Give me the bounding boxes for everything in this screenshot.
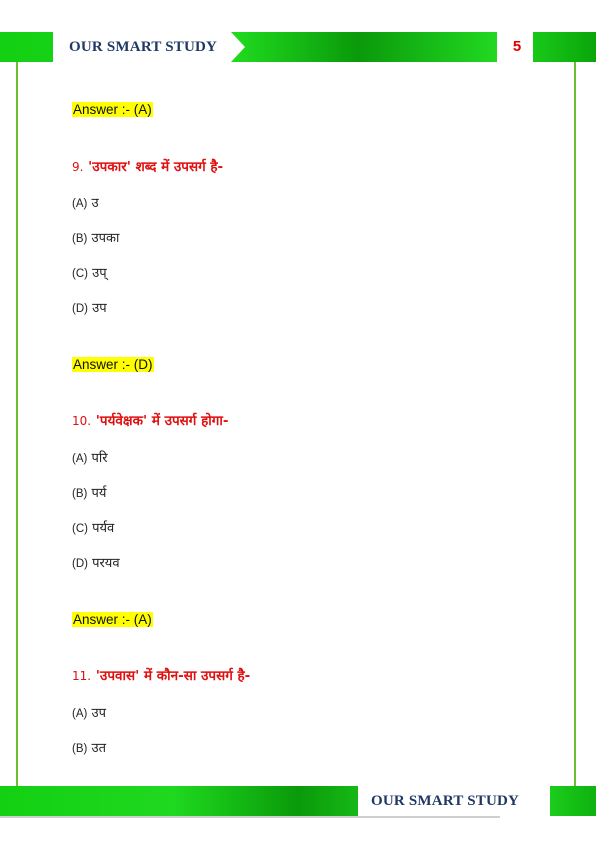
option-label: (B) (72, 488, 88, 500)
option-text: पर्यव (92, 521, 115, 536)
option-text: उप (92, 301, 107, 316)
question-9 (72, 157, 223, 175)
answer-q10 (72, 609, 153, 628)
header-title: OUR SMART STUDY (53, 32, 231, 62)
question-10 (72, 411, 228, 429)
option-label: (C) (72, 268, 88, 280)
footer-right-block (550, 786, 596, 816)
option-label: (A) (72, 453, 88, 465)
q9-option-c (72, 263, 107, 281)
option-text: परि (91, 451, 108, 466)
option-label: (D) (72, 303, 88, 315)
q10-option-b (72, 483, 106, 501)
question-text: 'उपवास' में कौन-सा उपसर्ग है- (95, 668, 251, 684)
option-text: उपका (91, 231, 120, 246)
answer-previous (72, 99, 153, 118)
footer-shadow (0, 816, 500, 818)
question-number: 11. (72, 669, 92, 683)
answer-q9 (72, 354, 154, 373)
answer-highlight: Answer :- (A) (73, 612, 152, 627)
q11-option-a (72, 703, 106, 721)
option-label: (C) (72, 523, 88, 535)
option-text: उत (91, 741, 107, 756)
question-text: 'पर्यवेक्षक' में उपसर्ग होगा- (95, 413, 229, 429)
option-label: (D) (72, 558, 88, 570)
option-label: (A) (72, 198, 88, 210)
footer-arrow-shape (536, 786, 550, 816)
q9-option-d (72, 298, 107, 316)
question-number: 10. (72, 414, 92, 428)
footer-title: OUR SMART STUDY (358, 786, 536, 816)
option-text: उ (91, 196, 99, 211)
q10-option-d (72, 553, 120, 571)
q10-option-a (72, 448, 108, 466)
page-border-right (574, 62, 576, 786)
question-number: 9. (72, 160, 84, 174)
option-label: (B) (72, 233, 88, 245)
option-text: परयव (92, 556, 120, 571)
q10-option-c (72, 518, 114, 536)
page-number: 5 (512, 38, 522, 55)
answer-highlight: Answer :- (A) (73, 102, 152, 117)
answer-highlight: Answer :- (D) (73, 357, 153, 372)
header-right-block (533, 32, 596, 62)
option-text: उप (91, 706, 106, 721)
q9-option-b (72, 228, 119, 246)
option-text: उप् (92, 266, 107, 281)
header-arrow-shape (231, 32, 245, 62)
q11-option-b (72, 738, 106, 756)
question-11 (72, 666, 250, 684)
option-label: (B) (72, 743, 88, 755)
option-text: पर्य (91, 486, 107, 501)
page-border-left (16, 62, 18, 786)
question-text: 'उपकार' शब्द में उपसर्ग है- (88, 159, 224, 175)
option-label: (A) (72, 708, 88, 720)
q9-option-a (72, 193, 99, 211)
